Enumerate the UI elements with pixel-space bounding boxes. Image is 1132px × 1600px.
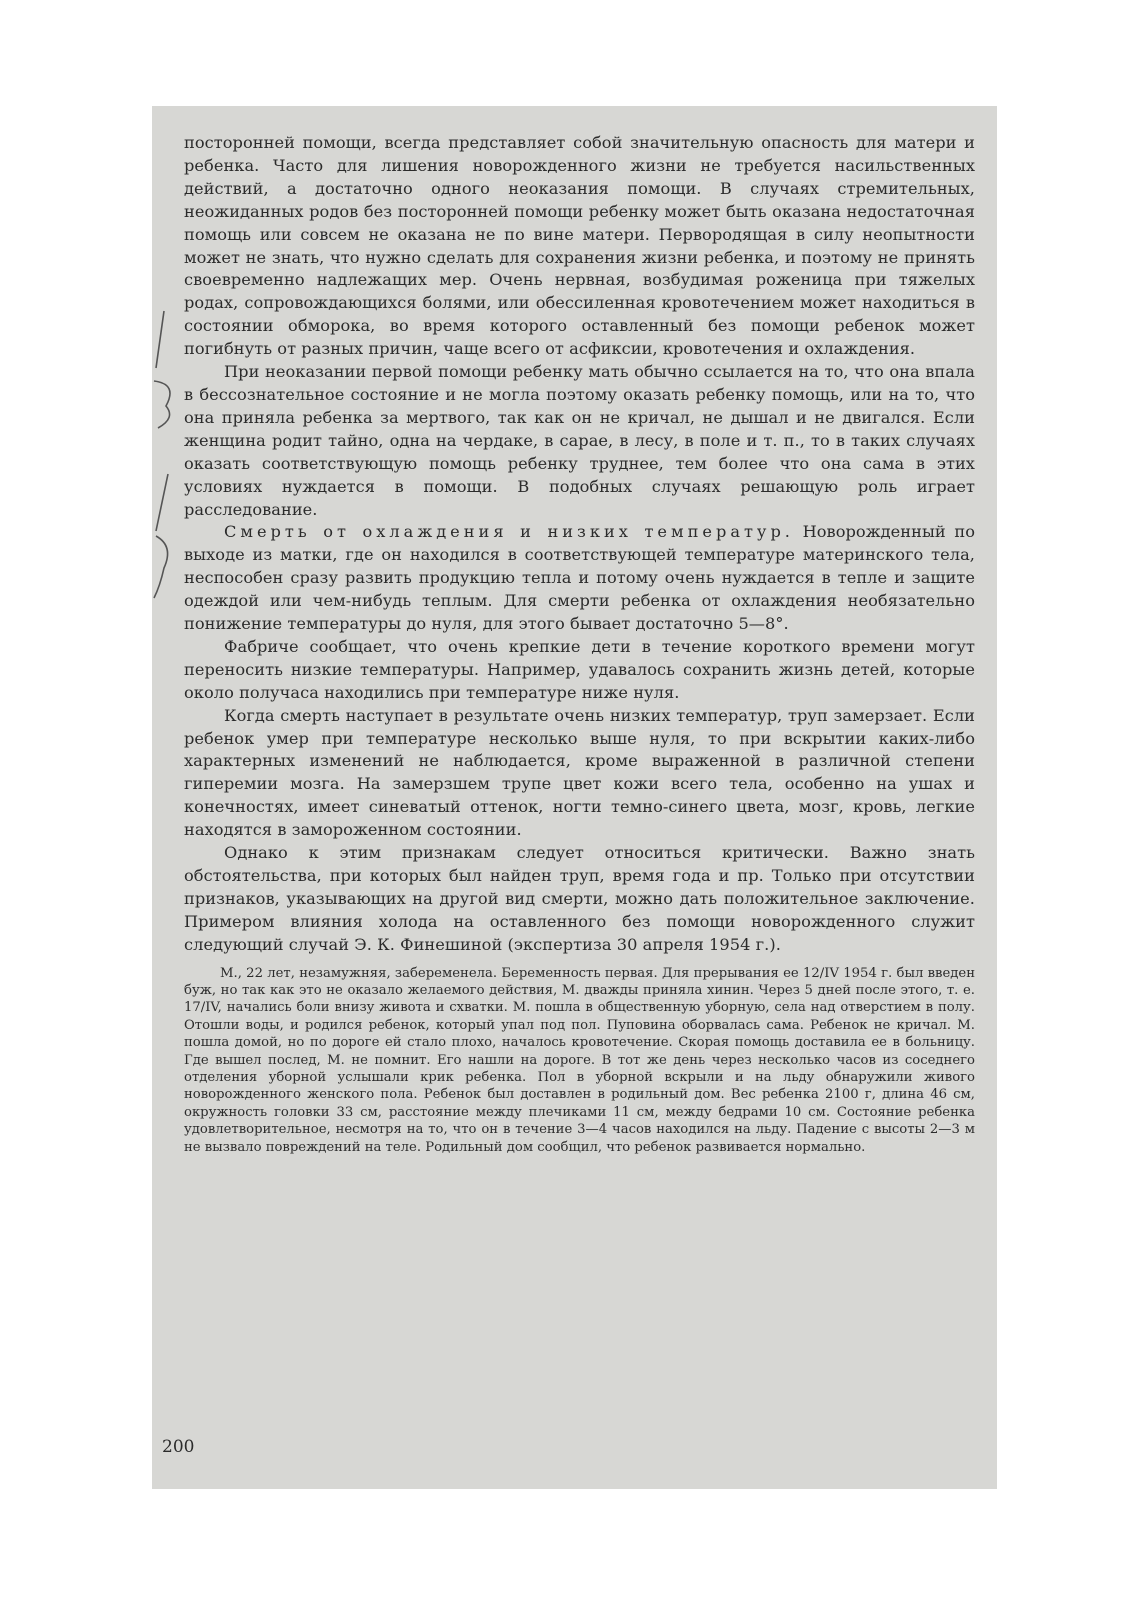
main-text-column xyxy=(184,132,975,1156)
page-number: 200 xyxy=(162,1437,195,1457)
case-note: М., 22 лет, незамужняя, забеременела. Беременность первая. Для прерывания ее 12/IV 1954 г. был введен буж, но так как это не оказало желаемого действия, М. дважды приняла хинин. Через 5 дней после этого, т. е. 17/IV, начались боли внизу живота и схватки. М. пошла в общественную уборную, села над отверстием в полу. Отошли воды, и родился ребенок, который упал под пол. Пуповина оборвалась сама. Ребенок не кричал. М. пошла домой, но по дороге ей стало плохо, началось кровотечение. Скорая помощь доставила ее в больницу. Где вышел послед, М. не помнит. Его нашли на дороге. В тот же день через несколько часов из соседнего отделения уборной услышали крик ребенка. Пол в уборной вскрыли и на льду обнаружили живого новорожденного женского пола. Ребенок был доставлен в родильный дом. Вес ребенка 2100 г, длина 46 см, окружность головки 33 см, расстояние между плечиками 11 см, между бедрами 10 см. Состояние ребенка удовлетворительное, несмотря на то, что он в течение 3—4 часов находился на льду. Падение с высоты 2—3 м не вызвало повреждений на теле. Родильный дом сообщил, что ребенок развивается нормально. xyxy=(184,965,975,1155)
pencil-bracket-upper xyxy=(154,381,170,428)
paragraph-1: посторонней помощи, всегда представляет собой значительную опасность для матери и ребенка. Часто для лишения новорожденного жизни не требуется насильственных действий, а достаточно одного неоказания помощи. В случаях стремительных, неожиданных родов без посторонней помощи ребенку может быть оказана недостаточная помощь или совсем не оказана не по вине матери. Первородящая в силу неопытности может не знать, что нужно сделать для сохранения жизни ребенка, и поэтому не принять своевременно надлежащих мер. Очень нервная, возбудимая роженица при тяжелых родах, сопровождающихся болями, или обессиленная кровотечением может находиться в состоянии обморока, во время которого оставленный без помощи ребенок может погибнуть от разных причин, чаще всего от асфиксии, кровотечения и охлаждения. xyxy=(184,133,975,359)
paragraph-3 xyxy=(184,521,975,636)
paragraph-2: При неоказании первой помощи ребенку мать обычно ссылается на то, что она впала в бессознательное состояние и не могла поэтому оказать ребенку помощь, или на то, что она приняла ребенка за мертвого, так как он не кричал, не дышал и не двигался. Если женщина родит тайно, одна на чердаке, в сарае, в лесу, в поле и т. п., то в таких случаях оказать соответствующую помощь ребенку труднее, тем более что она сама в этих условиях нуждается в помощи. В подобных случаях решающую роль играет расследование. xyxy=(184,362,975,519)
paragraph-5: Когда смерть наступает в результате очень низких температур, труп замерзает. Если ребенок умер при температуре несколько выше нуля, то при вскрытии каких-либо характерных изменений не наблюдается, кроме выраженной в различной степени гиперемии мозга. На замерзшем трупе цвет кожи всего тела, особенно на ушах и конечностях, имеет синеватый оттенок, ногти темно-синего цвета, мозг, кровь, легкие находятся в замороженном состоянии. xyxy=(184,705,975,840)
paragraph-4: Фабриче сообщает, что очень крепкие дети в течение короткого времени могут переносить низкие температуры. Например, удавалось сохранить жизнь детей, которые около получаса находились при температуре ниже нуля. xyxy=(184,636,975,702)
paragraph-6: Однако к этим признакам следует относиться критически. Важно знать обстоятельства, при которых был найден труп, время года и пр. Только при отсутствии признаков, указывающих на другой вид смерти, можно дать положительное заключение. Примером влияния холода на оставленного без помощи новорожденного служит следующий случай Э. К. Финешиной (экспертиза 30 апреля 1954 г.). xyxy=(184,843,975,954)
book-page xyxy=(152,106,997,1489)
pencil-stroke-upper xyxy=(156,311,164,368)
paragraph-3-text: Новорожденный по выходе из матки, где он находился в соответствующей температуре материнского тела, неспособен сразу развить продукцию тепла и потому очень нуждается в тепле и защите одеждой или чем-нибудь теплым. Для смерти ребенка от охлаждения необязательно понижение температуры до нуля, для этого бывает достаточно 5—8°. xyxy=(184,522,976,634)
section-heading: Смерть от охлаждения и низких температур. xyxy=(224,522,794,542)
pencil-stroke-lower xyxy=(156,474,168,531)
pencil-bracket-lower xyxy=(154,536,168,598)
